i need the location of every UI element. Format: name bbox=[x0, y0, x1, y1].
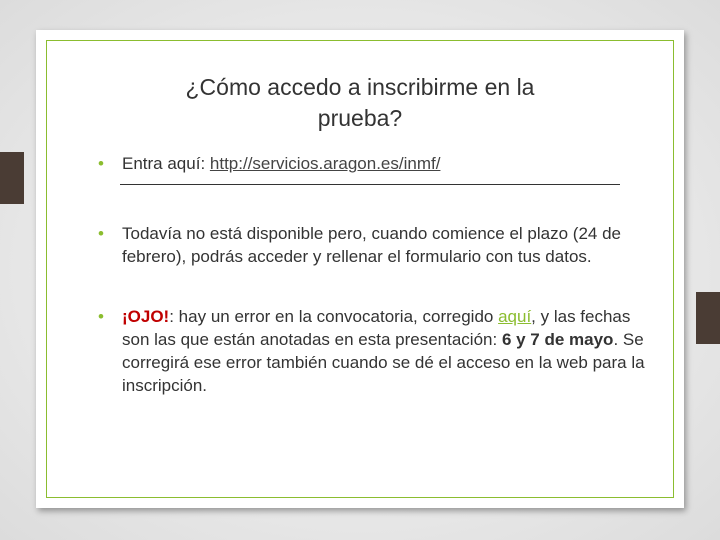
bullet-prefix: Entra aquí: bbox=[122, 154, 210, 173]
title-line-2: prueba? bbox=[317, 105, 403, 131]
decorative-tab-left bbox=[0, 152, 24, 204]
slide-title bbox=[36, 72, 684, 134]
divider-line bbox=[120, 184, 620, 185]
bullet-icon: • bbox=[98, 224, 104, 243]
correction-link[interactable]: aquí bbox=[498, 307, 532, 326]
bullet-warning bbox=[98, 305, 658, 397]
bullet-text: Todavía no está disponible pero, cuando comience el plazo (24 de febrero), podrás acceder y rellenar el formulario con tus datos. bbox=[122, 224, 622, 266]
warning-text-3: . Se corregirá ese error también cuando se dé el acceso en la web para la inscripción. bbox=[122, 330, 645, 395]
registration-link[interactable]: http://servicios.aragon.es/inmf/ bbox=[209, 154, 441, 173]
bullet-availability bbox=[98, 222, 658, 268]
exam-dates: 6 y 7 de mayo bbox=[501, 330, 614, 349]
slide-card bbox=[36, 30, 684, 508]
warning-text-2: , y las fechas son las que están anotadas en esta presentación: bbox=[122, 307, 631, 349]
title-line-1: ¿Cómo accedo a inscribirme en la bbox=[185, 74, 535, 100]
decorative-tab-right bbox=[696, 292, 720, 344]
bullet-entry-link bbox=[98, 152, 658, 175]
warning-label: ¡OJO! bbox=[122, 307, 170, 326]
warning-text-1: : hay un error en la convocatoria, corregido bbox=[169, 307, 499, 326]
bullet-icon: • bbox=[98, 307, 104, 326]
bullet-text bbox=[98, 305, 658, 397]
bullet-text bbox=[98, 152, 658, 175]
bullet-icon: • bbox=[98, 154, 104, 173]
